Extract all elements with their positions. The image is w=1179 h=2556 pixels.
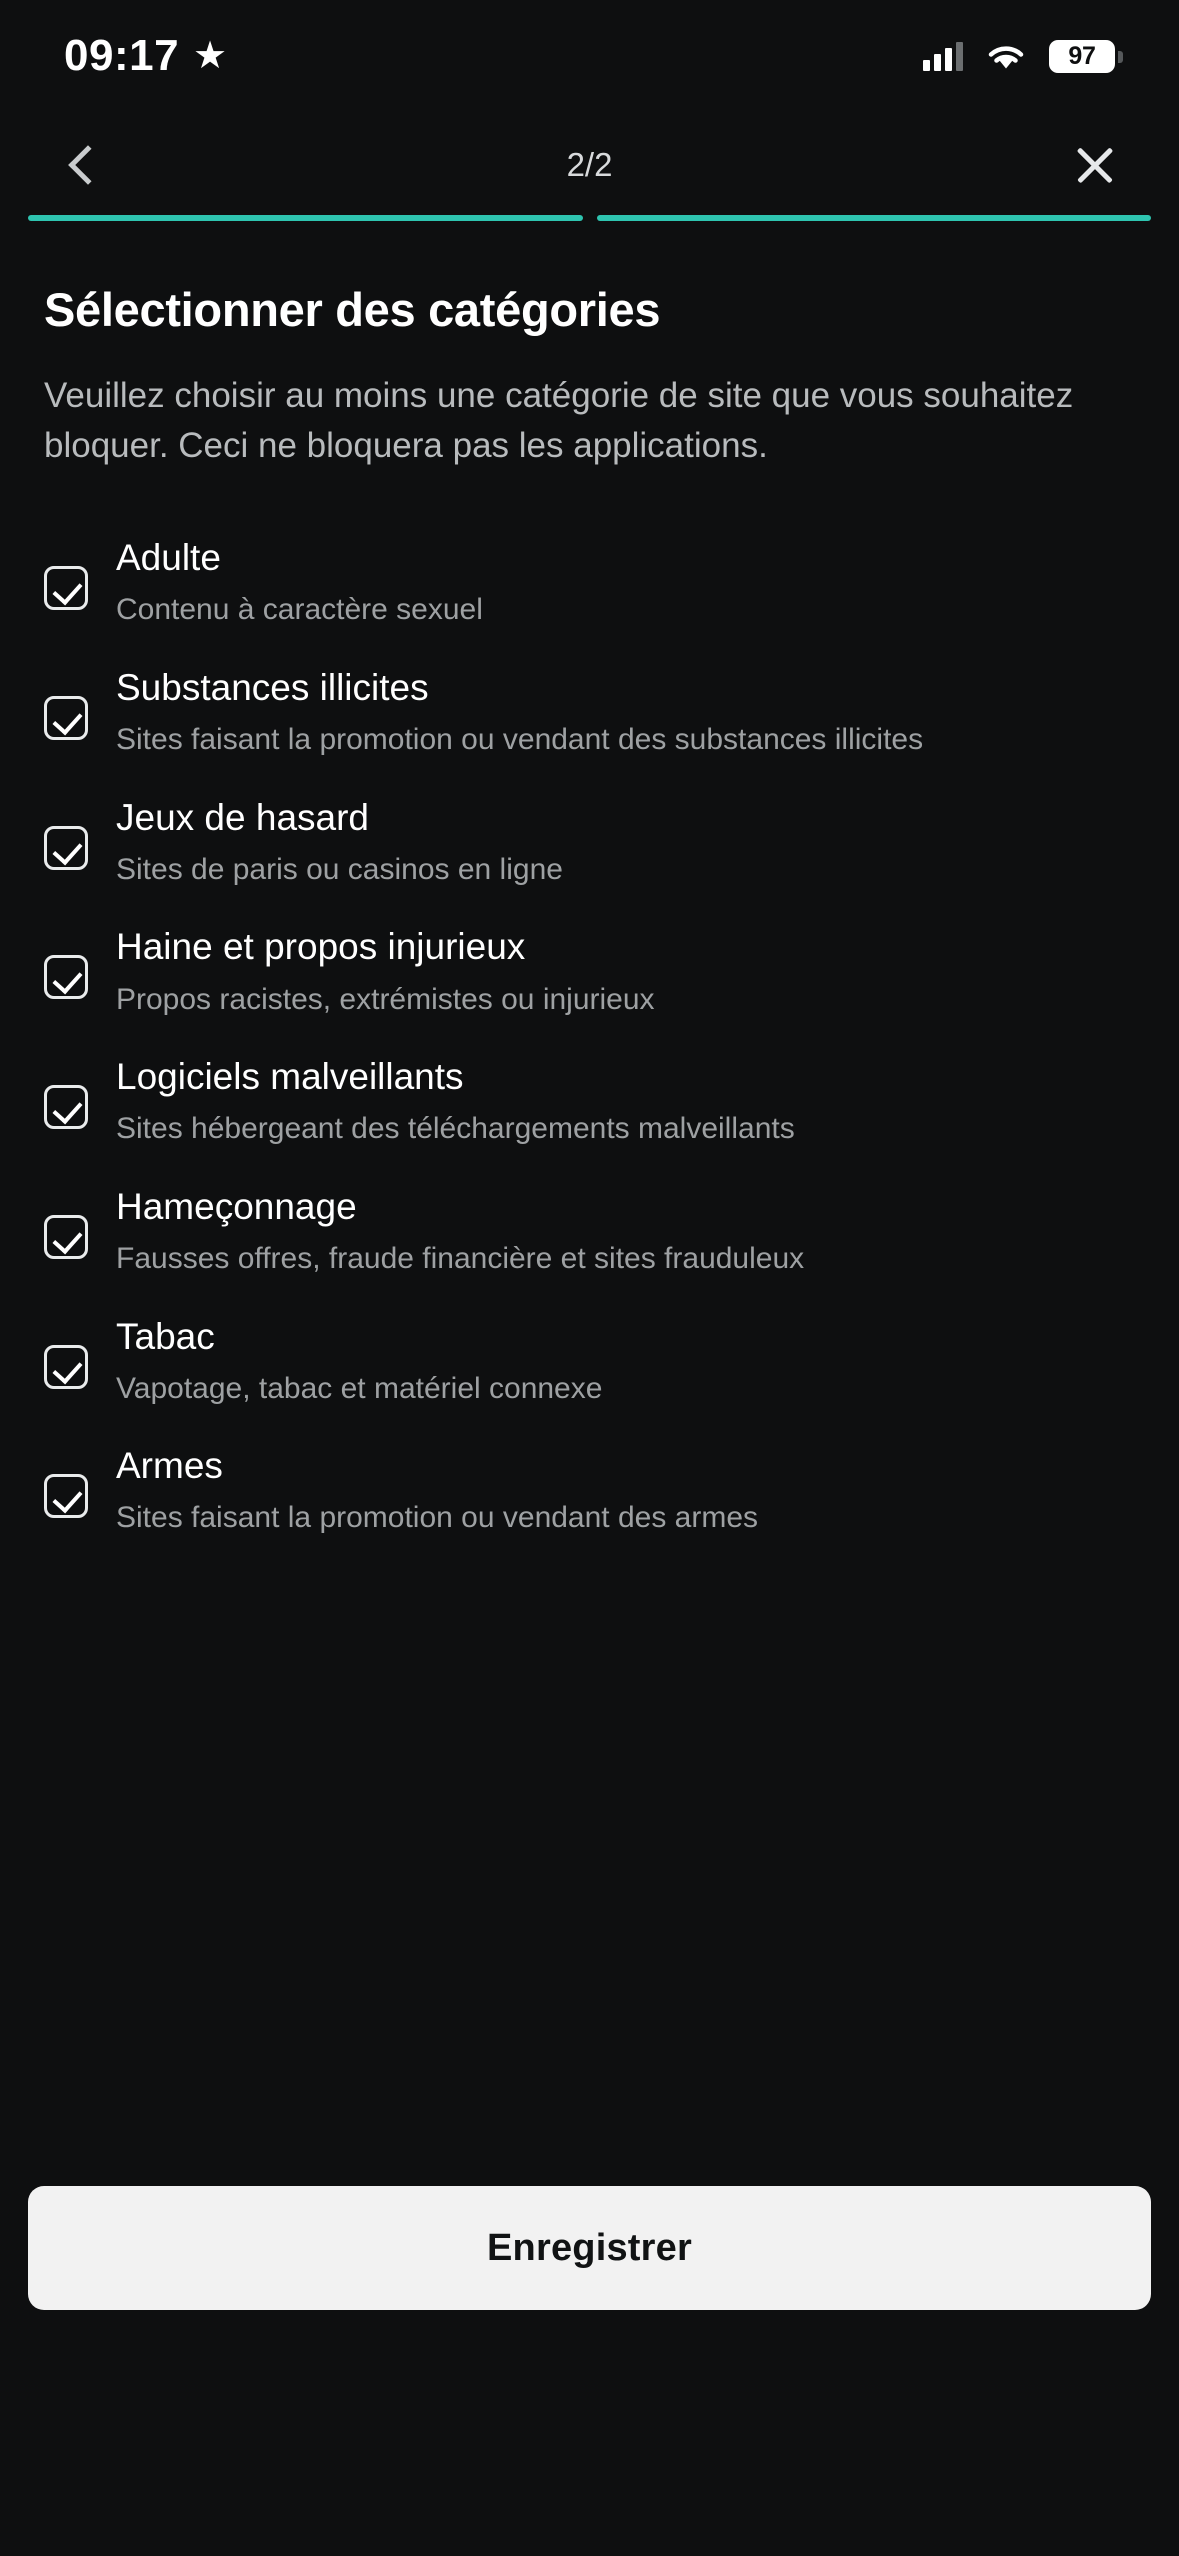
- category-subtitle: Propos racistes, extrémistes ou injurieux: [116, 982, 655, 1016]
- category-text: [116, 662, 1135, 760]
- star-icon: ★: [193, 35, 228, 77]
- list-item[interactable]: [44, 1426, 1135, 1556]
- progress-segment-1: [28, 215, 583, 221]
- save-button[interactable]: [28, 2186, 1151, 2310]
- progress-indicator: [28, 215, 1151, 221]
- step-counter: 2/2: [566, 145, 613, 183]
- category-title: Haine et propos injurieux: [116, 926, 526, 968]
- category-title: Jeux de hasard: [116, 796, 370, 838]
- category-checkbox[interactable]: [44, 955, 88, 999]
- list-item[interactable]: [44, 1037, 1135, 1167]
- list-item[interactable]: [44, 648, 1135, 778]
- list-item[interactable]: [44, 1167, 1135, 1297]
- category-checkbox[interactable]: [44, 1345, 88, 1389]
- close-icon: [1074, 144, 1116, 186]
- chevron-left-icon: [68, 145, 108, 185]
- main-content: [0, 240, 1179, 1556]
- category-text: [116, 1440, 1135, 1538]
- category-subtitle: Sites hébergeant des téléchargements malveillants: [116, 1112, 795, 1146]
- category-checkbox[interactable]: [44, 1474, 88, 1518]
- list-item[interactable]: [44, 778, 1135, 908]
- category-checkbox[interactable]: [44, 1085, 88, 1129]
- category-list: [0, 518, 1179, 1556]
- category-text: [116, 1051, 1135, 1149]
- page-title: Sélectionner des catégories: [44, 283, 661, 336]
- category-subtitle: Sites faisant la promotion ou vendant des substances illicites: [116, 723, 924, 757]
- save-button-label: Enregistrer: [487, 2226, 692, 2269]
- category-text: [116, 1181, 1135, 1279]
- nav-bar: [0, 112, 1179, 217]
- category-checkbox[interactable]: [44, 696, 88, 740]
- wifi-icon: [985, 41, 1027, 72]
- category-text: [116, 1311, 1135, 1409]
- category-subtitle: Contenu à caractère sexuel: [116, 593, 483, 627]
- back-button[interactable]: [44, 125, 124, 205]
- category-subtitle: Fausses offres, fraude financière et sites frauduleux: [116, 1241, 805, 1275]
- category-subtitle: Sites de paris ou casinos en ligne: [116, 852, 563, 886]
- category-checkbox[interactable]: [44, 566, 88, 610]
- status-bar-right: [923, 40, 1115, 73]
- category-text: [116, 532, 1135, 630]
- category-title: Armes: [116, 1445, 223, 1487]
- close-button[interactable]: [1055, 125, 1135, 205]
- status-time: 09:17: [64, 31, 180, 80]
- category-title: Adulte: [116, 537, 221, 579]
- list-item[interactable]: [44, 907, 1135, 1037]
- category-title: Hameçonnage: [116, 1185, 357, 1227]
- battery-icon: [1049, 40, 1115, 73]
- category-text: [116, 921, 1135, 1019]
- status-bar-left: [64, 31, 227, 81]
- category-title: Substances illicites: [116, 667, 429, 709]
- cellular-signal-icon: [923, 41, 963, 71]
- battery-level: 97: [1068, 41, 1096, 70]
- list-item[interactable]: [44, 518, 1135, 648]
- category-checkbox[interactable]: [44, 1215, 88, 1259]
- category-checkbox[interactable]: [44, 826, 88, 870]
- category-subtitle: Sites faisant la promotion ou vendant des armes: [116, 1501, 759, 1535]
- progress-segment-2: [597, 215, 1152, 221]
- page-description: Veuillez choisir au moins une catégorie de site que vous souhaitez bloquer. Ceci ne bloquera pas les applications.: [44, 376, 1074, 465]
- category-title: Tabac: [116, 1315, 215, 1357]
- category-title: Logiciels malveillants: [116, 1056, 464, 1098]
- list-item[interactable]: [44, 1297, 1135, 1427]
- category-subtitle: Vapotage, tabac et matériel connexe: [116, 1371, 603, 1405]
- status-bar: [0, 0, 1179, 112]
- category-text: [116, 792, 1135, 890]
